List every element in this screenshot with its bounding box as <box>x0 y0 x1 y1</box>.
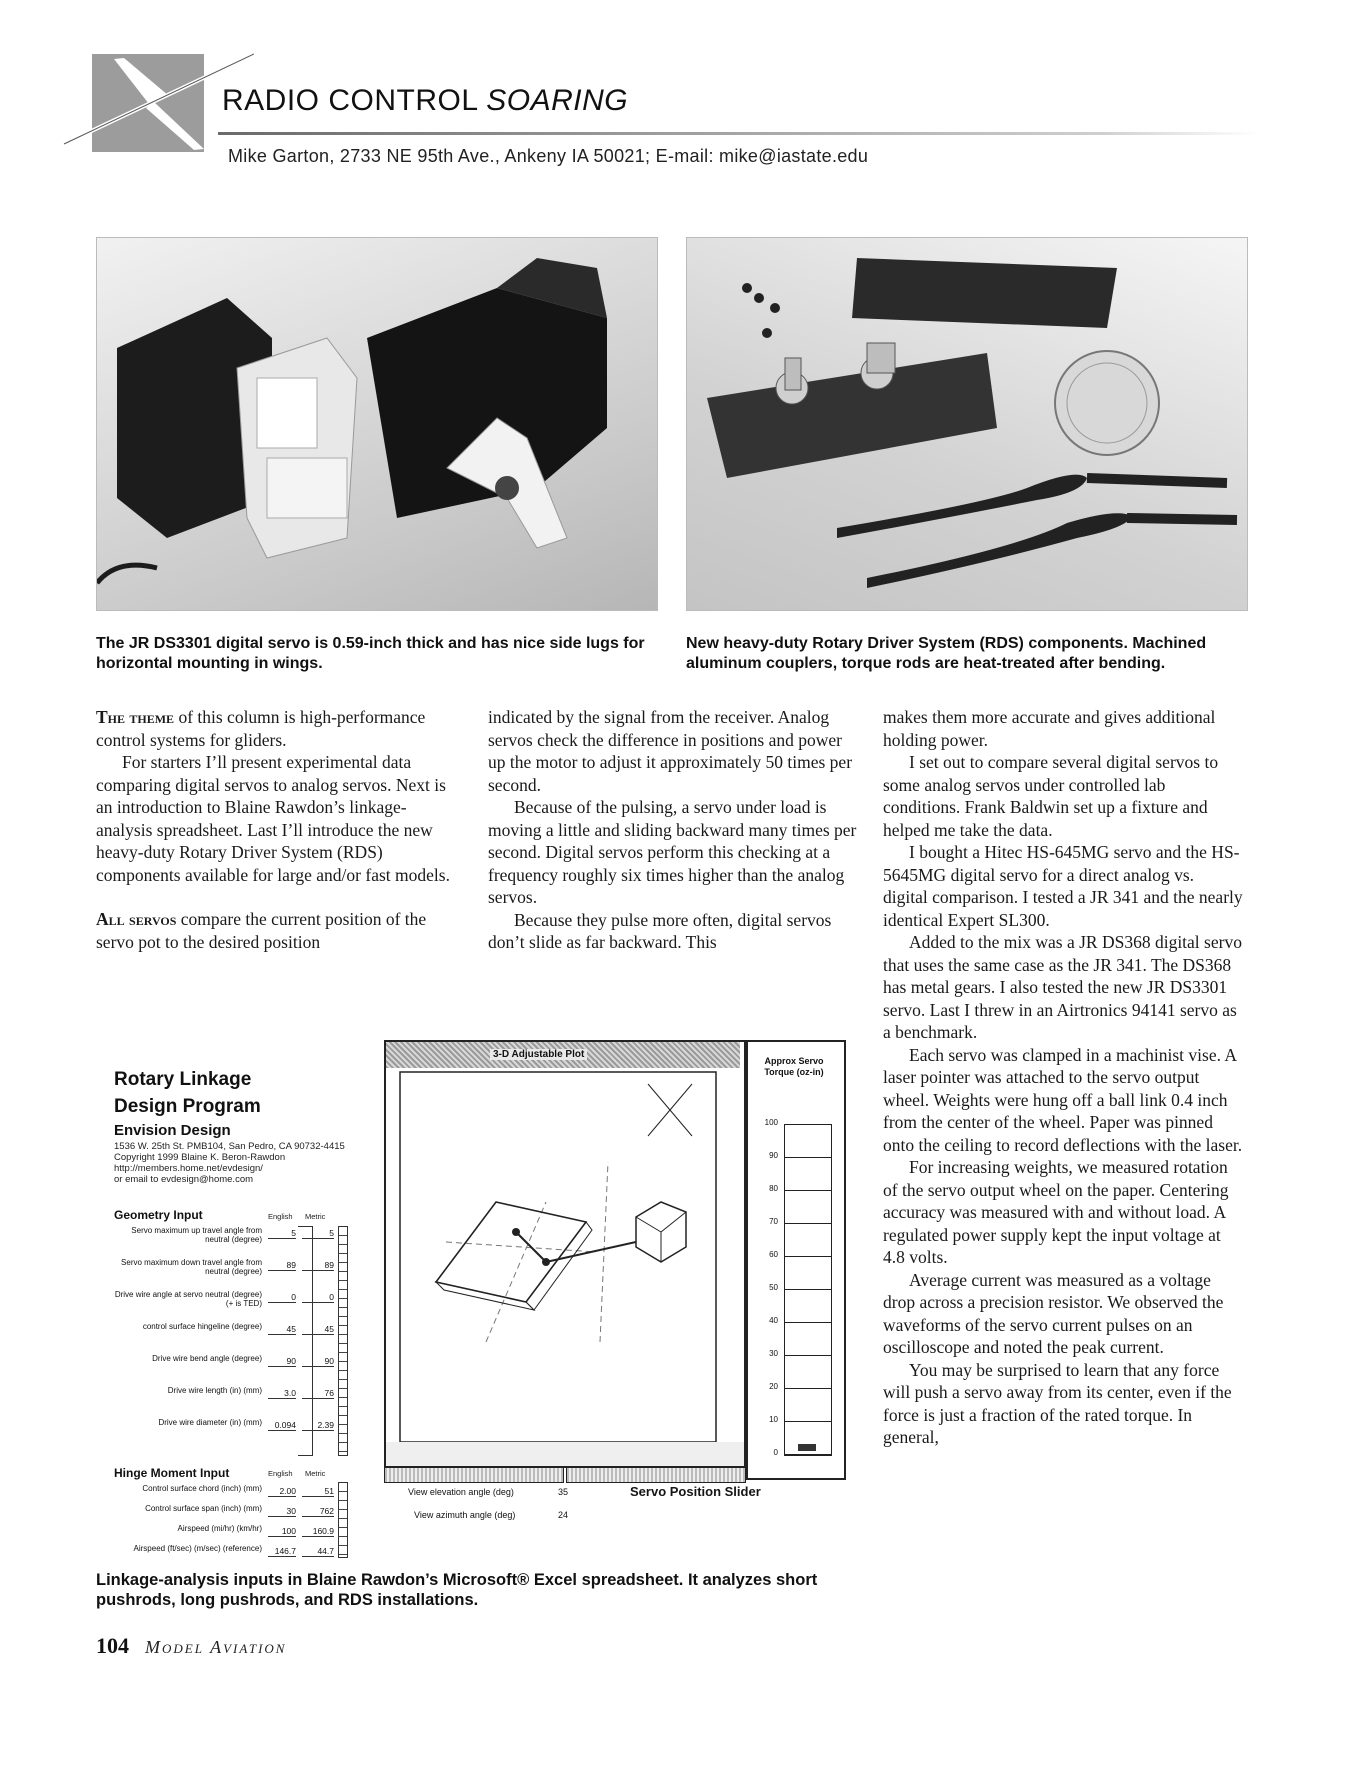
hinge-spinners[interactable] <box>338 1482 348 1558</box>
metric-value-cell[interactable]: 51 <box>302 1486 334 1497</box>
section-title: RADIO CONTROL SOARING <box>222 84 629 117</box>
metric-column-header: Metric <box>305 1212 326 1221</box>
sheet-row-label: Control surface span (inch) (mm) <box>145 1504 262 1513</box>
plot-title: 3-D Adjustable Plot <box>490 1049 587 1060</box>
english-value-cell[interactable]: 2.00 <box>268 1486 296 1497</box>
torque-tick-label: 80 <box>769 1184 778 1193</box>
torque-tick-label: 10 <box>769 1415 778 1424</box>
rds-components-photo <box>686 237 1248 611</box>
article-column-2 <box>488 706 858 954</box>
english-value-cell[interactable]: 30 <box>268 1506 296 1517</box>
english-column-header-2: English <box>268 1469 293 1478</box>
torque-title: Approx Servo Torque (oz-in) <box>764 1056 824 1077</box>
sheet-row-label: Airspeed (ft/sec) (m/sec) (reference) <box>133 1544 262 1553</box>
torque-tick-label: 100 <box>764 1118 778 1127</box>
torque-tick-label: 60 <box>769 1250 778 1259</box>
metric-value-cell[interactable]: 89 <box>302 1260 334 1271</box>
lead-in: All servos <box>96 909 177 929</box>
torque-bar <box>784 1124 832 1456</box>
metric-value-cell[interactable]: 762 <box>302 1506 334 1517</box>
servo-photo-caption: The JR DS3301 digital servo is 0.59-inch thick and has nice side lugs for horizontal mounting in wings. <box>96 635 645 672</box>
metric-value-cell[interactable]: 76 <box>302 1388 334 1399</box>
paragraph: Added to the mix was a JR DS368 digital servo that uses the same case as the JR 341. The DS368 has metal gears. I also tested the new JR DS3301 servo. Last I threw in an Airtronics 94141 servo as a benchmark. <box>883 932 1242 1042</box>
torque-level <box>798 1444 816 1451</box>
english-value-cell[interactable]: 0 <box>268 1292 296 1303</box>
torque-tick-label: 20 <box>769 1382 778 1391</box>
paragraph: Each servo was clamped in a machinist vise. A laser pointer was attached to the servo output wheel. Weights were hung off a ball link 0.4 inch from the center of the wheel. Paper was pinned onto the ceiling to record deflections with the laser. <box>883 1044 1243 1155</box>
geometry-input-header: Geometry Input <box>114 1208 203 1222</box>
section-logo <box>92 54 204 152</box>
section-title-italic: SOARING <box>486 84 629 117</box>
figure-caption: Linkage-analysis inputs in Blaine Rawdon’s Microsoft® Excel spreadsheet. It analyzes short pushrods, long pushrods, and RDS installations. <box>96 1571 818 1609</box>
metric-value-cell[interactable]: 45 <box>302 1324 334 1335</box>
rds-photo-caption: New heavy-duty Rotary Driver System (RDS) components. Machined aluminum couplers, torque rods are heat-treated after bending. <box>686 635 1207 672</box>
metric-value-cell[interactable]: 160.9 <box>302 1526 334 1537</box>
metric-column-header-2: Metric <box>305 1469 326 1478</box>
sheet-row-label: Drive wire bend angle (degree) <box>152 1354 262 1363</box>
author-byline: Mike Garton, 2733 NE 95th Ave., Ankeny IA 50021; E-mail: mike@iastate.edu <box>228 146 869 166</box>
geometry-spinners[interactable] <box>338 1226 348 1456</box>
english-value-cell[interactable]: 3.0 <box>268 1388 296 1399</box>
english-value-cell[interactable]: 0.094 <box>268 1420 296 1431</box>
figure-address: 1536 W. 25th St. PMB104, San Pedro, CA 90732-4415 Copyright 1999 Blaine K. Beron-Rawdon http://members.home.net/evdesign/ or email to evdesign@home.com <box>114 1141 345 1185</box>
paragraph: I bought a Hitec HS-645MG servo and the HS-5645MG digital servo for a direct analog vs. digital comparison. I tested a JR 341 and the nearly identical Expert SL300. <box>883 842 1243 930</box>
english-value-cell[interactable]: 90 <box>268 1356 296 1367</box>
article-column-1 <box>96 706 456 953</box>
sheet-row-label: Servo maximum up travel angle from neutral (degree) <box>131 1226 262 1244</box>
paragraph: Average current was measured as a voltage drop across a precision resistor. We observed the waveforms of the servo current pulses on an oscilloscope and noted the peak current. <box>883 1269 1224 1357</box>
magazine-name: Model Aviation <box>145 1637 287 1657</box>
hinge-moment-header: Hinge Moment Input <box>114 1466 230 1480</box>
metric-value-cell[interactable]: 0 <box>302 1292 334 1303</box>
sheet-row-label: Airspeed (mi/hr) (km/hr) <box>177 1524 262 1533</box>
azimuth-value: 24 <box>558 1510 569 1520</box>
azimuth-label: View azimuth angle (deg) <box>414 1510 516 1520</box>
servo-photo <box>96 237 658 611</box>
figure-title: Rotary Linkage Design Program <box>114 1069 261 1117</box>
figure-company: Envision Design <box>114 1122 231 1139</box>
elevation-value: 35 <box>558 1487 569 1497</box>
linkage-3d-plot <box>386 1042 744 1466</box>
english-column-header: English <box>268 1212 293 1221</box>
paragraph: I set out to compare several digital servos to some analog servos under controlled lab conditions. Frank Baldwin set up a fixture and helped me take the data. <box>883 752 1219 840</box>
torque-tick-label: 40 <box>769 1316 778 1325</box>
sheet-row-label: Drive wire length (in) (mm) <box>167 1386 262 1395</box>
paragraph: You may be surprised to learn that any force will push a servo away from its center, even if the force is just a fraction of the rated torque. In general, <box>883 1359 1232 1447</box>
paragraph: makes them more accurate and gives additional holding power. <box>883 707 1216 750</box>
article-column-3 <box>883 706 1243 1449</box>
elevation-scrollbar[interactable] <box>384 1467 564 1483</box>
sheet-row-label: control surface hingeline (degree) <box>142 1322 262 1331</box>
sheet-row-label: Drive wire diameter (in) (mm) <box>158 1418 262 1427</box>
torque-tick-label: 0 <box>773 1448 778 1457</box>
sheet-row-label: Control surface chord (inch) (mm) <box>142 1484 262 1493</box>
plot-window <box>384 1040 746 1468</box>
paragraph: For starters I’ll present experimental data comparing digital servos to analog servos. Next is an introduction to Blaine Rawdon’s linkage-analysis spreadsheet. Last I’ll introduce the new heavy-duty Rotary Driver System (RDS) components available for large and/or fast models. <box>96 752 450 885</box>
english-value-cell[interactable]: 89 <box>268 1260 296 1271</box>
paragraph: indicated by the signal from the receiver. Analog servos check the difference in positions and power up the motor to adjust it approximately 50 times per second. <box>488 707 853 795</box>
english-value-cell[interactable]: 146.7 <box>268 1546 296 1557</box>
sheet-row-label: Servo maximum down travel angle from neutral (degree) <box>121 1258 262 1276</box>
torque-tick-label: 30 <box>769 1349 778 1358</box>
paragraph: Because of the pulsing, a servo under load is moving a little and sliding backward many times per second. Digital servos perform this checking at a frequency roughly six times higher than the analog servos. <box>488 797 857 907</box>
elevation-label: View elevation angle (deg) <box>408 1487 514 1497</box>
metric-value-cell[interactable]: 44.7 <box>302 1546 334 1557</box>
torque-tick-label: 50 <box>769 1283 778 1292</box>
metric-value-cell[interactable]: 2.39 <box>302 1420 334 1431</box>
page-number: 104 <box>96 1633 129 1658</box>
servo-position-slider[interactable] <box>566 1467 746 1483</box>
lead-in: The theme <box>96 707 175 727</box>
paragraph: The theme of this column is high-performance control systems for gliders. <box>96 707 426 750</box>
paragraph: Because they pulse more often, digital servos don’t slide as far backward. This <box>488 909 832 952</box>
torque-tick-label: 90 <box>769 1151 778 1160</box>
torque-tick-label: 70 <box>769 1217 778 1226</box>
metric-value-cell[interactable]: 5 <box>302 1228 334 1239</box>
paragraph: For increasing weights, we measured rotation of the servo output wheel on the paper. Centering accuracy was measured with and without load. A regulated power supply kept the input voltage at 4.8 volts. <box>883 1157 1229 1267</box>
metric-value-cell[interactable]: 90 <box>302 1356 334 1367</box>
english-value-cell[interactable]: 100 <box>268 1526 296 1537</box>
slider-label: Servo Position Slider <box>630 1484 761 1499</box>
english-value-cell[interactable]: 5 <box>268 1228 296 1239</box>
paragraph: All servos compare the current position of the servo pot to the desired position <box>96 909 427 952</box>
english-value-cell[interactable]: 45 <box>268 1324 296 1335</box>
header-rule <box>218 132 1258 135</box>
sheet-row-label: Drive wire angle at servo neutral (degree) (+ is TED) <box>114 1290 262 1308</box>
